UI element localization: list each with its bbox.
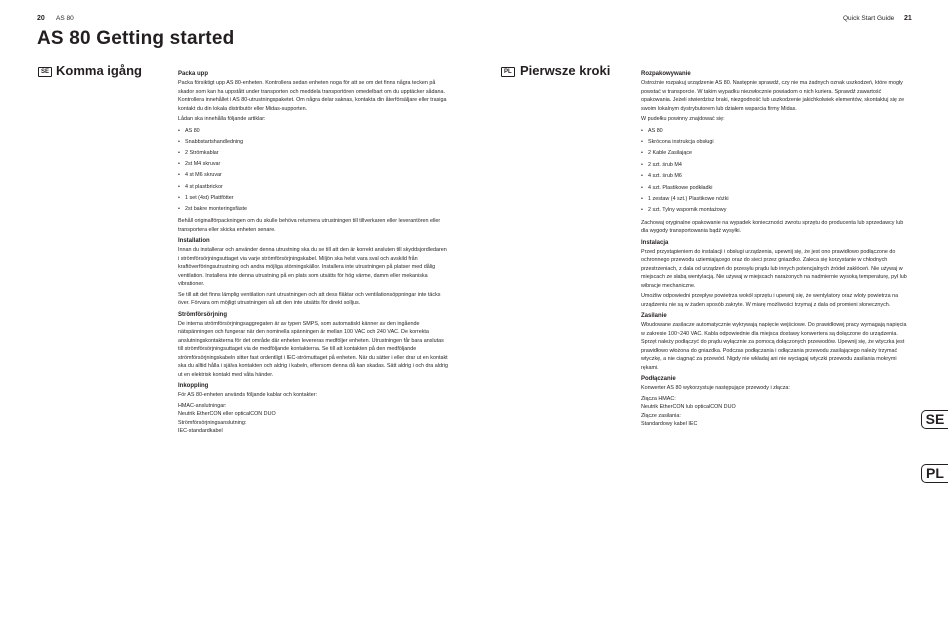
list-item: • AS 80 [178,126,448,137]
pl-ventilation-text: Umożliw odpowiedni przepływ powietrza wokół sprzętu i upewnij się, że wentylatory oraz wloty powietrza na urządzeniu nie są w żaden sposób zakryte. W miarę możliwości trzymaj z dala od promieni słonecznych. [641,293,899,308]
se-connect-text: För AS 80-enheten används följande kablar och kontakter: [178,392,318,399]
pl-unpack-items-intro: W pudełku powinny znajdować się: [641,116,725,122]
se-language-badge: SE [38,67,52,77]
se-connect-heading: Inkoppling [178,383,209,390]
list-item: • 1 set (4st) Plattfötter [178,193,448,204]
pl-install-heading: Instalacja [641,239,669,246]
list-item: • Skrócona instrukcja obsługi [641,137,907,148]
se-packing-heading: Packa upp [178,71,209,77]
se-packing-items-intro: Lådan ska innehålla följande artiklar: [178,116,266,122]
list-item: • 4 szt. Plastikowe podkładki [641,183,907,194]
page-title: AS 80 Getting started [37,28,235,49]
se-install-text: Innan du installerar och använder denna utrustning ska du se till att den är korrekt ansluten till skyddsjordledaren i strömförsörjningsuttaget via varje strömförsörjningskabel. Miljön ska helst vara sval och avskild från kraftöverföringsutrustning och andra möjliga störningskällor. Installera inte utrustningen på platser med dålig ventilation. Installera inte denna utrustning på en plats som utsätts för hög värme, damm eller mekaniska vibrationer. [178,247,447,288]
list-item: • 4 st M6 skruvar [178,170,448,181]
se-packing-text: Packa försiktigt upp AS 80-enheten. Kontrollera sedan enheten noga för att se om det finns några tecken på skador som kan ha uppstått under transporten och meddela transportören omedelbart om du upptäcker sådana. Kontrollera innehållet i AS 80-utrustningspaketet. Om några delar saknas, kontakta din återförsäljare eller trasiga kontakt du din lokala distributör eller Midas-supporten. [178,80,447,112]
se-packing-note: Behåll originalförpackningen om du skulle behöva returnera utrustningen till tillverkaren eller leverantören eller transportera eller skicka enheten senare. [178,218,441,233]
list-item: • 2st M4 skruvar [178,159,448,170]
list-item: • 2 szt. Tylny wspornik montażowy [641,205,907,216]
pl-unpack-heading: Rozpakowywanie [641,71,691,77]
pl-connect-text: Konwerter AS 80 wykorzystuje następujące przewody i złącza: [641,385,790,392]
pl-connect-line: Złącze zasilania: [641,412,681,419]
list-item: • 2 Strömkablar [178,148,448,159]
pl-column [641,69,907,429]
pl-item-list [641,126,907,217]
se-side-tab: SE [921,410,948,429]
list-item: • 2 Kable Zasilające [641,148,907,159]
pl-side-tab: PL [921,464,948,483]
pl-unpack-text: Ostrożnie rozpakuj urządzenie AS 80. Następnie sprawdź, czy nie ma żadnych oznak uszkodzeń, które mogły powstać w transporcie. W takim wypadku niezwłocznie powiadom o nich kurierа. Sprawdź zawartość opakowania. Jeżeli stwierdzisz braki, niezgodność lub uszkodzenie jakichkolwiek elementów, skontaktuj się ze swoim lokalnym dystrybutorem lub działem wsparcia firmy Midas. [641,80,905,112]
se-connect-line: Neutrik EtherCON eller opticalCON DUO [178,411,276,418]
list-item: • 2st bakre monteringsfäste [178,204,448,215]
list-item: • 4 szt. śrub M6 [641,171,907,182]
se-section-title: Komma igång [56,63,142,78]
pl-section-title: Pierwsze kroki [520,63,611,78]
pl-power-heading: Zasilanie [641,313,667,320]
right-page-number: 21 [904,15,912,22]
se-connect-line: HMAC-anslutningar: [178,402,227,409]
se-power-heading: Strömförsörjning [178,311,227,318]
list-item: • Snabbstartshandledning [178,137,448,148]
right-header-guide: Quick Start Guide [843,15,895,22]
se-column [178,69,448,436]
se-connect-line: Strömförsörjningsanslutning: [178,419,247,426]
pl-unpack-note: Zachowaj oryginalne opakowanie na wypadek konieczności zwrotu sprzętu do producenta lub sprzedawcy lub dla wygody transportowania bądź wysyłki. [641,219,904,235]
se-connect-line: IEC-standardkabel [178,428,223,435]
pl-language-badge: PL [501,67,515,77]
list-item: • 1 zestaw (4 szt.) Plastikowe nóżki [641,194,907,205]
pl-connect-line: Neutrik EtherCON lub opticalCON DUO [641,404,736,411]
se-install-heading: Installation [178,238,210,245]
list-item: • 2 szt. śrub M4 [641,160,907,171]
pl-connect-line: Złącza HMAC: [641,395,676,402]
list-item: • 4 st plastbrickor [178,182,448,193]
se-power-text: De interna strömförsörjningsaggregaten är av typen SMPS, som automatiskt känner av den ingående nätspänningen och fungerar när den nominella spänningen är mellan 100 VAC och 240 VAC. De korrekta anslutningskontakterna för det område där enheten levereras medföljer enheten. Utrustningen får bara anslutas till strömförsörjningsuttaget via de medföljande kontakterna. Se till att kontakten på den medföljande strömförsörjningskabeln sitter fast ordentligt i IEC-strömuttaget på enheten. När du sätter i eller drar ut en kontakt ska du alltid hålla i själva kontakten och aldrig i kabeln, eftersom denna då kan skadas. Sätt aldrig i och dra aldrig ut en elektrisk kontakt med våta händer. [178,320,448,378]
pl-connect-heading: Podłączanie [641,376,676,383]
pl-connect-line: Standardowy kabel IEC [641,421,698,428]
se-ventilation-text: Se till att det finns lämplig ventilation runt utrustningen och att dess fläktar och ventilationsöppningar inte täcks över. Förvara om möjligt utrustningen så att den inte utsätts för direkt solljus. [178,291,441,307]
se-item-list [178,126,448,216]
left-page-number: 20 [37,15,45,22]
list-item: • AS 80 [641,126,907,137]
pl-install-text: Przed przystąpieniem do instalacji i obsługi urządzenia, upewnij się, że jest ono prawidłowo podłączone do ochronnego przewodu uziemiającego oraz do sieci przez gniazdko. Zaleca się korzystanie w chłodnych przestrzeniach, z dala od urządzeń do przesyłu prądu lub innych potencjalnych źródeł zakłóceń. Nie używaj w miejscach ze słabą wentylacją. Nie używaj w miejscach narażonych na nadmiernie wysoką temperaturę, pył lub wibracje mechaniczne. [641,248,907,289]
left-header-model: AS 80 [56,15,74,22]
pl-power-text: Wbudowane zasilacze automatycznie wykrywają napięcie wejściowe. Do prawidłowej pracy wymagają napięcia w zakresie 100~240 VAC. Kabla odpowiednie dla miejsca dostawy konwertera są dołączone do urządzenia. Sprzęt należy podłączyć do prądu wyłącznie za pomocą dołączonych przewodów. Upewnij się, że wtyczka jest prawidłowo włożona do gniazdka. Podczas podłączania i odłączania przewodu zasilającego należy trzymać wtyczkę, a nie ciągnąć za przewód. Nigdy nie wkładaj ani nie wyciągaj wtyczki przewodu zasilania mokrymi rękami. [641,322,907,371]
